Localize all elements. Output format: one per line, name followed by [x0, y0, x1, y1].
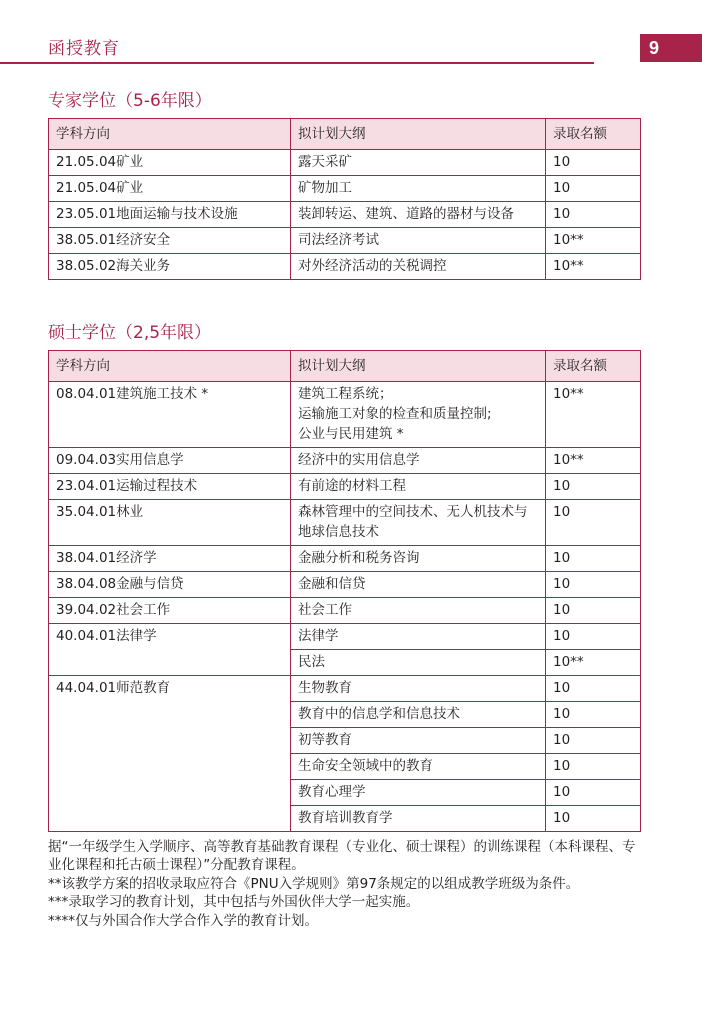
table-row [49, 676, 641, 702]
table-row [49, 228, 641, 254]
table-row [49, 176, 641, 202]
table-row [49, 254, 641, 280]
column-header-quota: 录取名额 [546, 119, 641, 150]
program-line: 森林管理中的空间技术、无人机技术与地球信息技术 [298, 504, 528, 540]
quota-cell: 10 [546, 728, 641, 754]
field-cell: 23.05.01地面运输与技术设施 [49, 202, 291, 228]
footnote: ****仅与外国合作大学合作入学的教育计划。 [48, 912, 318, 929]
page-number-badge: 9 [640, 34, 702, 62]
table-row [49, 150, 641, 176]
quota-cell: 10 [546, 676, 641, 702]
program-cell [291, 728, 546, 754]
program-cell [291, 598, 546, 624]
program-cell [291, 806, 546, 832]
field-cell: 40.04.01法律学 [49, 624, 291, 676]
program-cell [291, 382, 546, 448]
program-line: 建筑工程系统； [298, 386, 393, 402]
column-header-field: 学科方向 [49, 119, 291, 150]
program-cell: 装卸转运、建筑、道路的器材与设备 [291, 202, 546, 228]
program-cell [291, 754, 546, 780]
quota-cell: 10 [546, 500, 641, 546]
program-line: 初等教育 [298, 732, 352, 748]
program-cell [291, 500, 546, 546]
master-section-title: 硕士学位（2,5年限） [48, 323, 212, 343]
specialist-table [48, 118, 641, 280]
program-line: 社会工作 [298, 602, 352, 618]
quota-cell: 10** [546, 382, 641, 448]
program-line: 法律学 [298, 628, 339, 644]
program-line: 金融和信贷 [298, 576, 366, 592]
field-cell: 38.04.08金融与信贷 [49, 572, 291, 598]
footnote: 据“一年级学生入学顺序、高等教育基础教育课程（专业化、硕士课程）的训练课程（本科课程、专业化课程和托古硕士课程）”分配教育课程。 [48, 839, 636, 874]
program-line: 教育心理学 [298, 784, 366, 800]
quota-cell: 10 [546, 176, 641, 202]
quota-cell: 10 [546, 702, 641, 728]
quota-cell: 10 [546, 624, 641, 650]
field-cell: 09.04.03实用信息学 [49, 448, 291, 474]
program-cell [291, 780, 546, 806]
program-line: 运输施工对象的检查和质量控制; [298, 406, 492, 422]
table-row [49, 500, 641, 546]
program-cell: 露天采矿 [291, 150, 546, 176]
field-cell: 21.05.04矿业 [49, 150, 291, 176]
program-cell: 矿物加工 [291, 176, 546, 202]
program-cell: 司法经济考试 [291, 228, 546, 254]
field-cell: 23.04.01运输过程技术 [49, 474, 291, 500]
column-header-quota: 录取名额 [546, 351, 641, 382]
field-cell: 38.05.01经济安全 [49, 228, 291, 254]
program-line: 民法 [298, 654, 325, 670]
quota-cell: 10 [546, 546, 641, 572]
program-cell: 对外经济活动的关税调控 [291, 254, 546, 280]
quota-cell: 10 [546, 572, 641, 598]
table-row [49, 624, 641, 650]
field-cell: 35.04.01林业 [49, 500, 291, 546]
column-header-program: 拟计划大纲 [291, 119, 546, 150]
program-line: 教育培训教育学 [298, 810, 393, 826]
quota-cell: 10 [546, 754, 641, 780]
quota-cell: 10** [546, 228, 641, 254]
program-cell [291, 676, 546, 702]
program-cell [291, 650, 546, 676]
quota-cell: 10** [546, 650, 641, 676]
column-header-field: 学科方向 [49, 351, 291, 382]
footnote: ***录取学习的教育计划，其中包括与外国伙伴大学一起实施。 [48, 894, 420, 911]
column-header-program: 拟计划大纲 [291, 351, 546, 382]
field-cell: 39.04.02社会工作 [49, 598, 291, 624]
program-cell [291, 474, 546, 500]
quota-cell: 10 [546, 806, 641, 832]
quota-cell: 10 [546, 150, 641, 176]
program-line: 公业与民用建筑 * [298, 426, 404, 442]
field-cell: 44.04.01师范教育 [49, 676, 291, 832]
field-cell: 38.04.01经济学 [49, 546, 291, 572]
table-row [49, 598, 641, 624]
program-cell [291, 448, 546, 474]
field-cell: 38.05.02海关业务 [49, 254, 291, 280]
quota-cell: 10 [546, 474, 641, 500]
program-line: 教育中的信息学和信息技术 [298, 706, 460, 722]
program-line: 金融分析和税务咨询 [298, 550, 420, 566]
table-header-row [49, 351, 641, 382]
table-row [49, 382, 641, 448]
program-cell [291, 546, 546, 572]
program-cell [291, 702, 546, 728]
table-row [49, 572, 641, 598]
footnotes [48, 838, 648, 930]
field-cell: 21.05.04矿业 [49, 176, 291, 202]
table-row [49, 546, 641, 572]
master-table-body [49, 382, 641, 832]
quota-cell: 10** [546, 254, 641, 280]
header-divider [0, 62, 594, 64]
quota-cell: 10 [546, 780, 641, 806]
quota-cell: 10** [546, 448, 641, 474]
quota-cell: 10 [546, 202, 641, 228]
program-cell [291, 572, 546, 598]
program-line: 生物教育 [298, 680, 352, 696]
header-title: 函授教育 [48, 39, 120, 59]
table-row [49, 202, 641, 228]
field-cell: 08.04.01建筑施工技术 * [49, 382, 291, 448]
table-row [49, 448, 641, 474]
table-row [49, 474, 641, 500]
specialist-section-title: 专家学位（5-6年限） [48, 91, 212, 111]
program-line: 经济中的实用信息学 [298, 452, 420, 468]
program-line: 生命安全领域中的教育 [298, 758, 433, 774]
footnote: **该教学方案的招收录取应符合《PNU入学规则》第97条规定的以组成教学班级为条件。 [48, 875, 580, 892]
master-table [48, 350, 641, 832]
table-header-row [49, 119, 641, 150]
program-line: 有前途的材料工程 [298, 478, 406, 494]
program-cell [291, 624, 546, 650]
quota-cell: 10 [546, 598, 641, 624]
